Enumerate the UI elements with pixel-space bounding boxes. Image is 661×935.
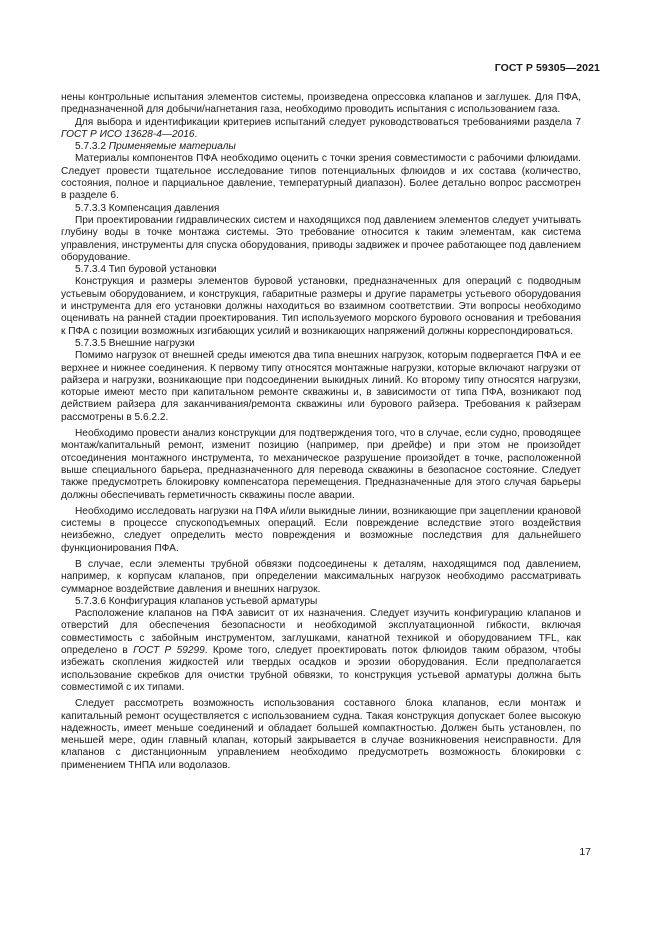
paragraph-text: . Кроме того, следует проектировать поток флюидов таким образом, чтобы избежать скопления жидкостей или твердых осадков и эрозии оборудования. Если предполагается использование скребков для очистки трубной обвязки, то конструкция устьевой арматуры должна быть совместимой с их типами. — [61, 645, 582, 693]
section-heading-5734: 5.7.3.4 Тип буровой установки — [75, 264, 217, 276]
paragraph-text: . — [194, 128, 198, 140]
paragraph-text: Расположение клапанов на ПФА зависит от их назначения. Следует изучить конфигурацию клапанов и отверстий для обеспечения безопасности и необходимой эксплуатационной гибкости, включая совместимость с забойным инструментом, заглушками, канатной техникой и оборудованием TFL, как определено в — [61, 608, 581, 657]
section-heading-5736: 5.7.3.6 Конфигурация клапанов устьевой арматуры — [75, 595, 318, 607]
paragraph-pressure-compensation: При проектировании гидравлических систем и находящихся под давлением элементов следует учитывать глубину воды в точке монтажа системы. Это требование относится к таким элементам, как система управления, инструменты для спуска оборудования, приводы задвижек и прочее работающее под давлением оборудование. — [61, 214, 581, 263]
page-number: 17 — [579, 846, 591, 858]
paragraph-valve-configuration — [61, 608, 581, 694]
paragraph-crane-loads: Необходимо исследовать нагрузки на ПФА и/или выкидные линии, возникающие при зацеплении крановой системы в процессе спускоподъемных операций. Если повреждение вследствие этого воздействия неизбежно, следует определить место повреждения и возможные последствия для дальнейшего функционирования ПФА. — [61, 505, 581, 554]
section-title: Применяемые материалы — [108, 141, 236, 153]
paragraph-rig-type: Конструкция и размеры элементов буровой установки, предназначенных для операций с подводным устьевым оборудованием, и конструкция, габаритные размеры и другие параметры устьевого оборудования и инструмента для его установки должны находиться во взаимном соответствии. Эти вопросы необходимо оценивать на ранней стадии проектирования. Тип используемого морского бурового основания и требования к ПФА с позиции возможных изгибающих усилий и возникающих напряжений должны корреспондироваться. — [61, 276, 581, 337]
paragraph-continuation: нены контрольные испытания элементов системы, произведена опрессовка клапанов и заглушек. Для ПФА, предназначенной для добычи/нагнетания газа, необходимо проводить испытания с использованием газа. — [61, 92, 581, 116]
standard-reference: ГОСТ Р ИСО 13628-4—2016 — [61, 128, 195, 140]
page-body — [61, 92, 581, 772]
paragraph-design-analysis: Необходимо провести анализ конструкции для подтверждения того, что в случае, если судно, проводящее монтаж/капитальный ремонт, изменит позицию (например, при дрейфе) и при этом не произойдет отсоединения монтажного инструмента, то механическое разрушение произойдет в точке, расположенной выше специального барьера, предназначенного для перевода скважины в безопасное состояние. Следует также предусмотреть блокировку компенсатора перемещения. Предназначенные для этого случая барьеры должны обеспечивать герметичность скважины после аварии. — [61, 428, 581, 501]
standard-reference: ГОСТ Р 59299 — [133, 645, 205, 657]
paragraph-text: Для выбора и идентификации критериев испытаний следует руководствоваться требованиями раздела 7 — [75, 116, 581, 128]
paragraph-piping-loads: В случае, если элементы трубной обвязки подсоединены к деталям, находящимся под давлением, например, к корпусам клапанов, при определении максимальных нагрузок необходимо рассматривать суммарное воздействие давления и внешних нагрузок. — [61, 558, 581, 595]
section-heading-5732 — [61, 141, 581, 153]
paragraph-test-criteria — [61, 117, 581, 142]
section-number: 5.7.3.2 — [75, 141, 109, 153]
paragraph-external-loads: Помимо нагрузок от внешней среды имеются два типа внешних нагрузок, которым подвергается ПФА и ее верхнее и нижнее соединения. К первому типу относятся монтажные нагрузки, которые включают нагрузки от райзера и нагрузки, возникающие при подсоединении выкидных линий. Ко второму типу относятся нагрузки, которые имеют место при капитальном ремонте скважины и, в зависимости от типа ПФА, возникают под действием райзера для заканчивания/ремонта скважины или бурового райзера. Требования к райзерам рассмотрены в 5.6.2.2. — [61, 350, 581, 423]
document-code-header: ГОСТ Р 59305—2021 — [494, 62, 600, 74]
section-heading-5735: 5.7.3.5 Внешние нагрузки — [75, 337, 195, 349]
paragraph-materials: Материалы компонентов ПФА необходимо оценить с точки зрения совместимости с рабочими флюидами. Следует провести тщательное исследование типов потенциальных флюидов и их состава (количество, состояния, полное и парциальное давление, температурный диапазон). Более детально вопрос рассмотрен в разделе 6. — [61, 153, 581, 202]
section-heading-5733: 5.7.3.3 Компенсация давления — [75, 202, 220, 214]
paragraph-valve-block: Следует рассмотреть возможность использования составного блока клапанов, если монтаж и капитальный ремонт осуществляется с использованием судна. Такая конструкция допускает более высокую надежность, имеет меньше соединений и обладает большей компактностью. Должен быть установлен, по меньшей мере, один главный клапан, который закрывается в случае возникновения неисправности. Для клапанов с дистанционным управлением необходимо предусмотреть возможность блокировки с применением ТНПА или водолазов. — [61, 698, 581, 771]
